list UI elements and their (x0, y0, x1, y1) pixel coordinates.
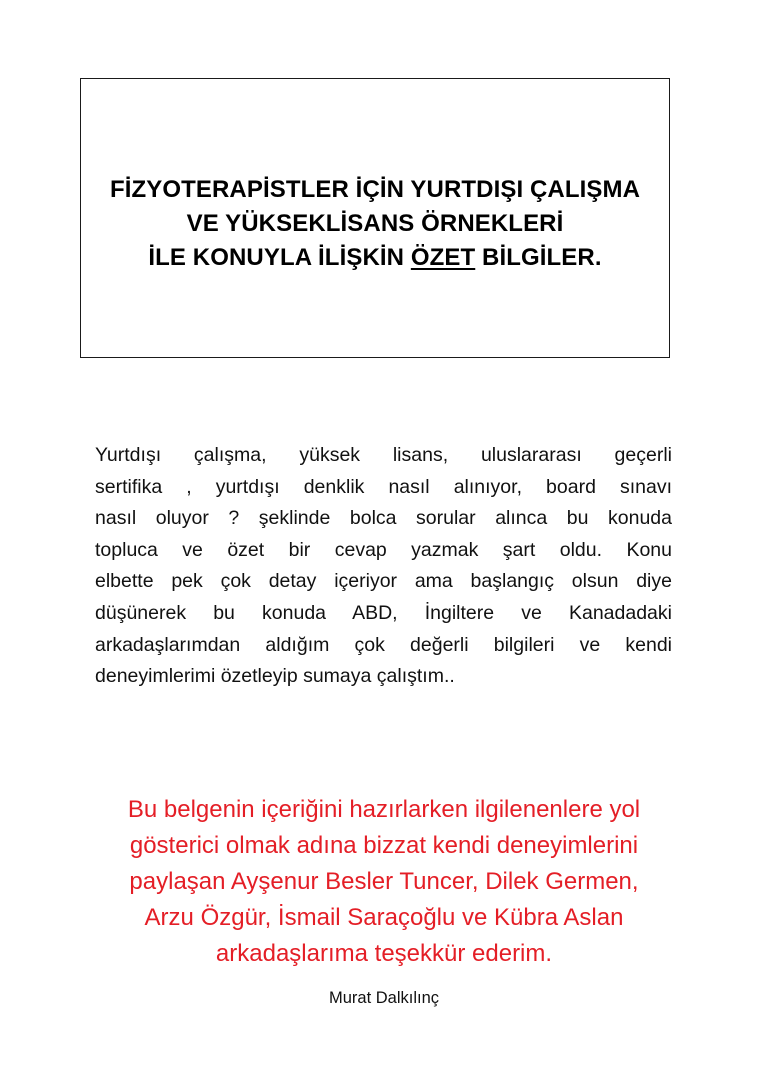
acknowledgement-line: arkadaşlarıma teşekkür ederim. (215, 940, 553, 967)
title-box (80, 78, 670, 358)
intro-line: düşünerek bu konuda ABD, İngiltere ve Kanadadaki (95, 601, 672, 624)
acknowledgement-line: Bu belgenin içeriğini hazırlarken ilgilenenlere yol (127, 796, 641, 823)
document-title (81, 173, 669, 275)
acknowledgement-paragraph (96, 792, 672, 972)
intro-line: arkadaşlarımdan aldığım çok değerli bilgileri ve kendi (95, 633, 672, 656)
intro-line: sertifika , yurtdışı denklik nasıl alınıyor, board sınavı (95, 475, 672, 498)
title-underlined-word: ÖZET (410, 244, 476, 271)
intro-line: topluca ve özet bir cevap yazmak şart oldu. Konu (95, 538, 672, 561)
title-line-3-prefix: İLE KONUYLA İLİŞKİN (148, 244, 411, 271)
acknowledgement-line: paylaşan Ayşenur Besler Tuncer, Dilek Germen, (129, 868, 639, 895)
author-signature: Murat Dalkılınç (328, 989, 440, 1007)
intro-line: nasıl oluyor ? şeklinde bolca sorular alınca bu konuda (95, 507, 672, 530)
title-line-3 (81, 241, 669, 275)
intro-paragraph (95, 440, 672, 693)
intro-line: deneyimlerimi özetleyip sumaya çalıştım.. (95, 665, 455, 688)
title-line-1: FİZYOTERAPİSTLER İÇİN YURTDIŞI ÇALIŞMA (109, 176, 641, 203)
acknowledgement-line: gösterici olmak adına bizzat kendi deneyimlerini (129, 832, 639, 859)
title-line-3-suffix: BİLGİLER. (475, 244, 602, 271)
title-line-2: VE YÜKSEKLİSANS ÖRNEKLERİ (186, 210, 564, 237)
intro-line: Yurtdışı çalışma, yüksek lisans, uluslararası geçerli (95, 444, 672, 466)
acknowledgement-line: Arzu Özgür, İsmail Saraçoğlu ve Kübra Aslan (144, 904, 624, 931)
intro-line: elbette pek çok detay içeriyor ama başlangıç olsun diye (95, 570, 672, 593)
